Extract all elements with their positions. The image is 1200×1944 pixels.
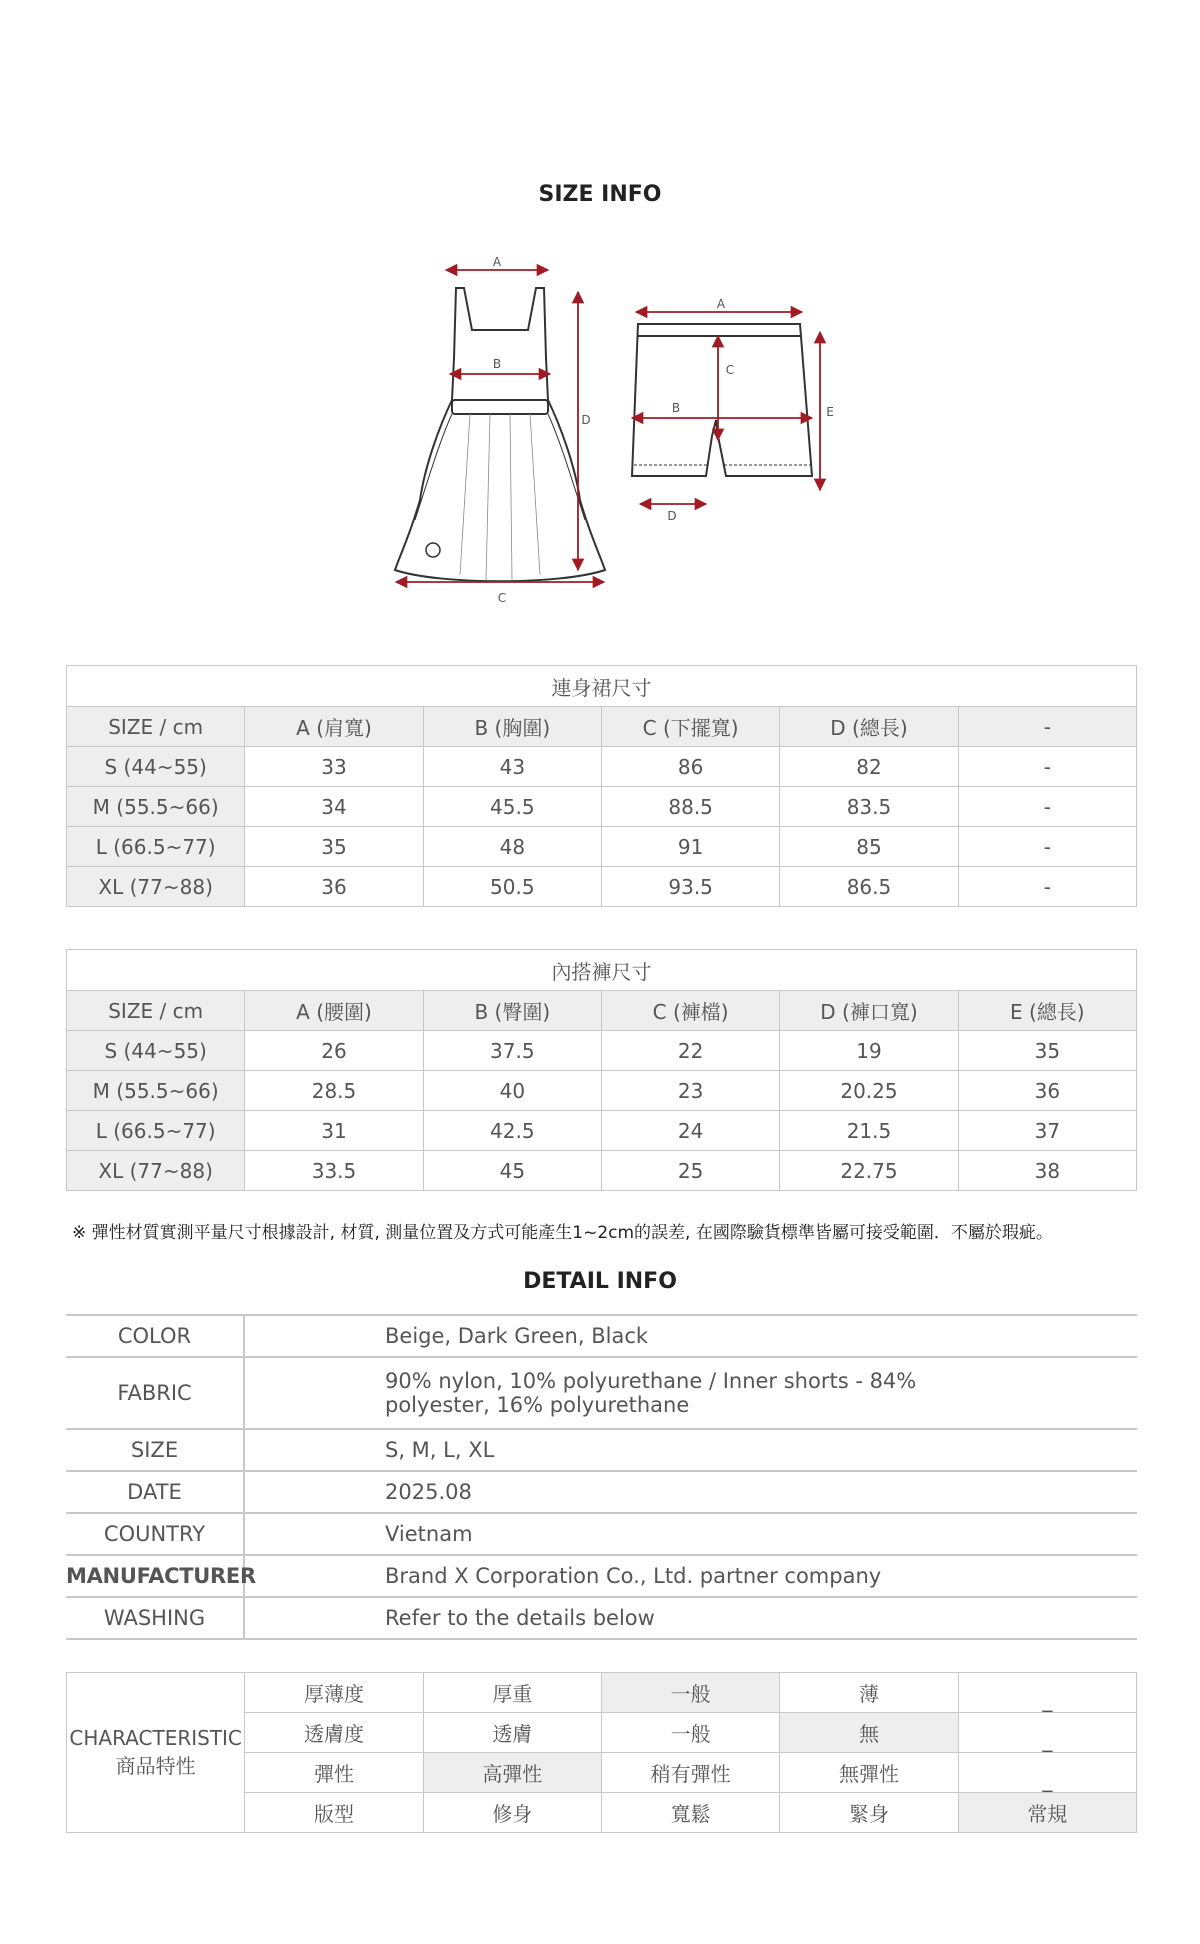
header-cell: B (胸圍): [423, 707, 601, 747]
table-cell: 48: [423, 827, 601, 867]
table-cell: -: [958, 867, 1136, 907]
table-cell: 20.25: [780, 1071, 958, 1111]
table-cell: XL (77~88): [67, 867, 245, 907]
characteristic-option: 厚重: [423, 1673, 601, 1713]
characteristic-option-selected: 常規: [958, 1793, 1136, 1833]
table-cell: L (66.5~77): [67, 827, 245, 867]
measurement-diagram: [0, 240, 1200, 610]
table-cell: 93.5: [601, 867, 779, 907]
shorts-label-a: A: [716, 297, 726, 311]
characteristic-option: 寬鬆: [601, 1793, 779, 1833]
characteristic-option-selected: 無: [780, 1713, 958, 1753]
characteristic-option: 透膚: [423, 1713, 601, 1753]
characteristic-row: [67, 1673, 1137, 1713]
table-row: [67, 827, 1137, 867]
table-cell: M (55.5~66): [67, 1071, 245, 1111]
dress-arrows: [396, 270, 604, 582]
table-header-row: [67, 707, 1137, 747]
table-cell: -: [958, 747, 1136, 787]
detail-row-date: [66, 1471, 1137, 1513]
detail-row-size: [66, 1429, 1137, 1471]
table-cell: 50.5: [423, 867, 601, 907]
characteristic-option: _: [958, 1673, 1136, 1713]
table-cell: 24: [601, 1111, 779, 1151]
table-cell: -: [958, 787, 1136, 827]
table-cell: S (44~55): [67, 747, 245, 787]
table-header-row: [67, 991, 1137, 1031]
table-cell: 23: [601, 1071, 779, 1111]
table-cell: 36: [245, 867, 423, 907]
table-row: [67, 1151, 1137, 1191]
header-cell: D (褲口寬): [780, 991, 958, 1031]
table-cell: 28.5: [245, 1071, 423, 1111]
detail-label: DATE: [66, 1471, 244, 1513]
header-cell: A (腰圍): [245, 991, 423, 1031]
table-row: [67, 1071, 1137, 1111]
table-cell: 31: [245, 1111, 423, 1151]
shorts-label-e: E: [826, 405, 834, 419]
detail-label: FABRIC: [66, 1357, 244, 1429]
table-cell: 91: [601, 827, 779, 867]
table-cell: 88.5: [601, 787, 779, 827]
characteristic-option: _: [958, 1753, 1136, 1793]
detail-label: SIZE: [66, 1429, 244, 1471]
detail-row-country: [66, 1513, 1137, 1555]
characteristic-option: 一般: [601, 1713, 779, 1753]
shorts-label-d: D: [667, 509, 677, 523]
header-cell: B (臀圍): [423, 991, 601, 1031]
header-cell: D (總長): [780, 707, 958, 747]
table-cell: 86.5: [780, 867, 958, 907]
characteristic-option-selected: 高彈性: [423, 1753, 601, 1793]
detail-value: Vietnam: [244, 1513, 1137, 1555]
table-row: [67, 787, 1137, 827]
characteristic-name: 厚薄度: [245, 1673, 423, 1713]
table-cell: XL (77~88): [67, 1151, 245, 1191]
header-cell: SIZE / cm: [67, 991, 245, 1031]
table-row: [67, 1031, 1137, 1071]
table-cell: 38: [958, 1151, 1136, 1191]
characteristic-name: 透膚度: [245, 1713, 423, 1753]
detail-label: MANUFACTURER: [66, 1555, 244, 1597]
dress-label-a: A: [492, 255, 502, 269]
dress-size-table: [66, 665, 1137, 907]
header-cell: -: [958, 707, 1136, 747]
table-cell: 25: [601, 1151, 779, 1191]
dress-illustration: [395, 288, 605, 581]
header-cell: SIZE / cm: [67, 707, 245, 747]
detail-value: [244, 1357, 1137, 1429]
table-cell: M (55.5~66): [67, 787, 245, 827]
table-cell: -: [958, 827, 1136, 867]
table-cell: 83.5: [780, 787, 958, 827]
header-cell: E (總長): [958, 991, 1136, 1031]
table-cell: 21.5: [780, 1111, 958, 1151]
detail-value: 2025.08: [244, 1471, 1137, 1513]
characteristic-option: _: [958, 1713, 1136, 1753]
table-cell: L (66.5~77): [67, 1111, 245, 1151]
table-cell: 45.5: [423, 787, 601, 827]
characteristic-name: 版型: [245, 1793, 423, 1833]
dress-table-caption: 連身裙尺寸: [67, 666, 1137, 707]
shorts-label-b: B: [671, 401, 681, 415]
table-cell: 33.5: [245, 1151, 423, 1191]
detail-label: WASHING: [66, 1597, 244, 1639]
table-cell: 36: [958, 1071, 1136, 1111]
characteristic-option: 薄: [780, 1673, 958, 1713]
detail-info-table: [66, 1314, 1137, 1640]
table-cell: 35: [245, 827, 423, 867]
header-cell: C (下擺寬): [601, 707, 779, 747]
shorts-label-c: C: [725, 363, 735, 377]
characteristic-option: 無彈性: [780, 1753, 958, 1793]
detail-row-color: [66, 1315, 1137, 1357]
table-cell: 37: [958, 1111, 1136, 1151]
shorts-table-caption: 內搭褲尺寸: [67, 950, 1137, 991]
detail-row-manufacturer: [66, 1555, 1137, 1597]
characteristic-option-selected: 一般: [601, 1673, 779, 1713]
table-cell: 85: [780, 827, 958, 867]
shorts-size-table: [66, 949, 1137, 1191]
table-cell: 22: [601, 1031, 779, 1071]
table-cell: 40: [423, 1071, 601, 1111]
table-cell: 19: [780, 1031, 958, 1071]
table-cell: 43: [423, 747, 601, 787]
detail-value: Brand X Corporation Co., Ltd. partner company: [244, 1555, 1137, 1597]
characteristic-name: 彈性: [245, 1753, 423, 1793]
table-cell: 45: [423, 1151, 601, 1191]
characteristic-option: 緊身: [780, 1793, 958, 1833]
characteristic-label: [67, 1673, 245, 1833]
header-cell: A (肩寬): [245, 707, 423, 747]
table-cell: 42.5: [423, 1111, 601, 1151]
detail-value: S, M, L, XL: [244, 1429, 1137, 1471]
detail-value: Refer to the details below: [244, 1597, 1137, 1639]
size-info-title: SIZE INFO: [538, 182, 662, 207]
dress-label-b: B: [492, 357, 502, 371]
table-cell: 86: [601, 747, 779, 787]
table-row: [67, 867, 1137, 907]
fabric-line-1: 90% nylon, 10% polyurethane / Inner shorts - 84%: [385, 1369, 917, 1393]
characteristic-label-zh: 商品特性: [115, 1754, 196, 1778]
dress-label-c: C: [497, 591, 507, 605]
table-row: [67, 747, 1137, 787]
characteristic-option: 稍有彈性: [601, 1753, 779, 1793]
dress-label-d: D: [581, 413, 591, 427]
characteristic-option: 修身: [423, 1793, 601, 1833]
shorts-illustration: [632, 324, 812, 476]
detail-label: COLOR: [66, 1315, 244, 1357]
characteristic-label-en: CHARACTERISTIC: [69, 1726, 242, 1750]
table-cell: 33: [245, 747, 423, 787]
table-cell: 35: [958, 1031, 1136, 1071]
characteristic-table: [66, 1672, 1137, 1833]
table-cell: 34: [245, 787, 423, 827]
detail-row-washing: [66, 1597, 1137, 1639]
table-cell: S (44~55): [67, 1031, 245, 1071]
table-cell: 37.5: [423, 1031, 601, 1071]
detail-label: COUNTRY: [66, 1513, 244, 1555]
detail-value: Beige, Dark Green, Black: [244, 1315, 1137, 1357]
table-cell: 82: [780, 747, 958, 787]
detail-row-fabric: [66, 1357, 1137, 1429]
fabric-line-2: polyester, 16% polyurethane: [385, 1393, 690, 1417]
detail-info-title: DETAIL INFO: [523, 1269, 677, 1294]
header-cell: C (褲檔): [601, 991, 779, 1031]
table-cell: 26: [245, 1031, 423, 1071]
table-cell: 22.75: [780, 1151, 958, 1191]
table-row: [67, 1111, 1137, 1151]
measurement-note: ※ 彈性材質實測平量尺寸根據設計, 材質, 測量位置及方式可能產生1~2cm的誤差, 在國際驗貨標準皆屬可接受範圍．不屬於瑕疵。: [72, 1223, 1053, 1243]
